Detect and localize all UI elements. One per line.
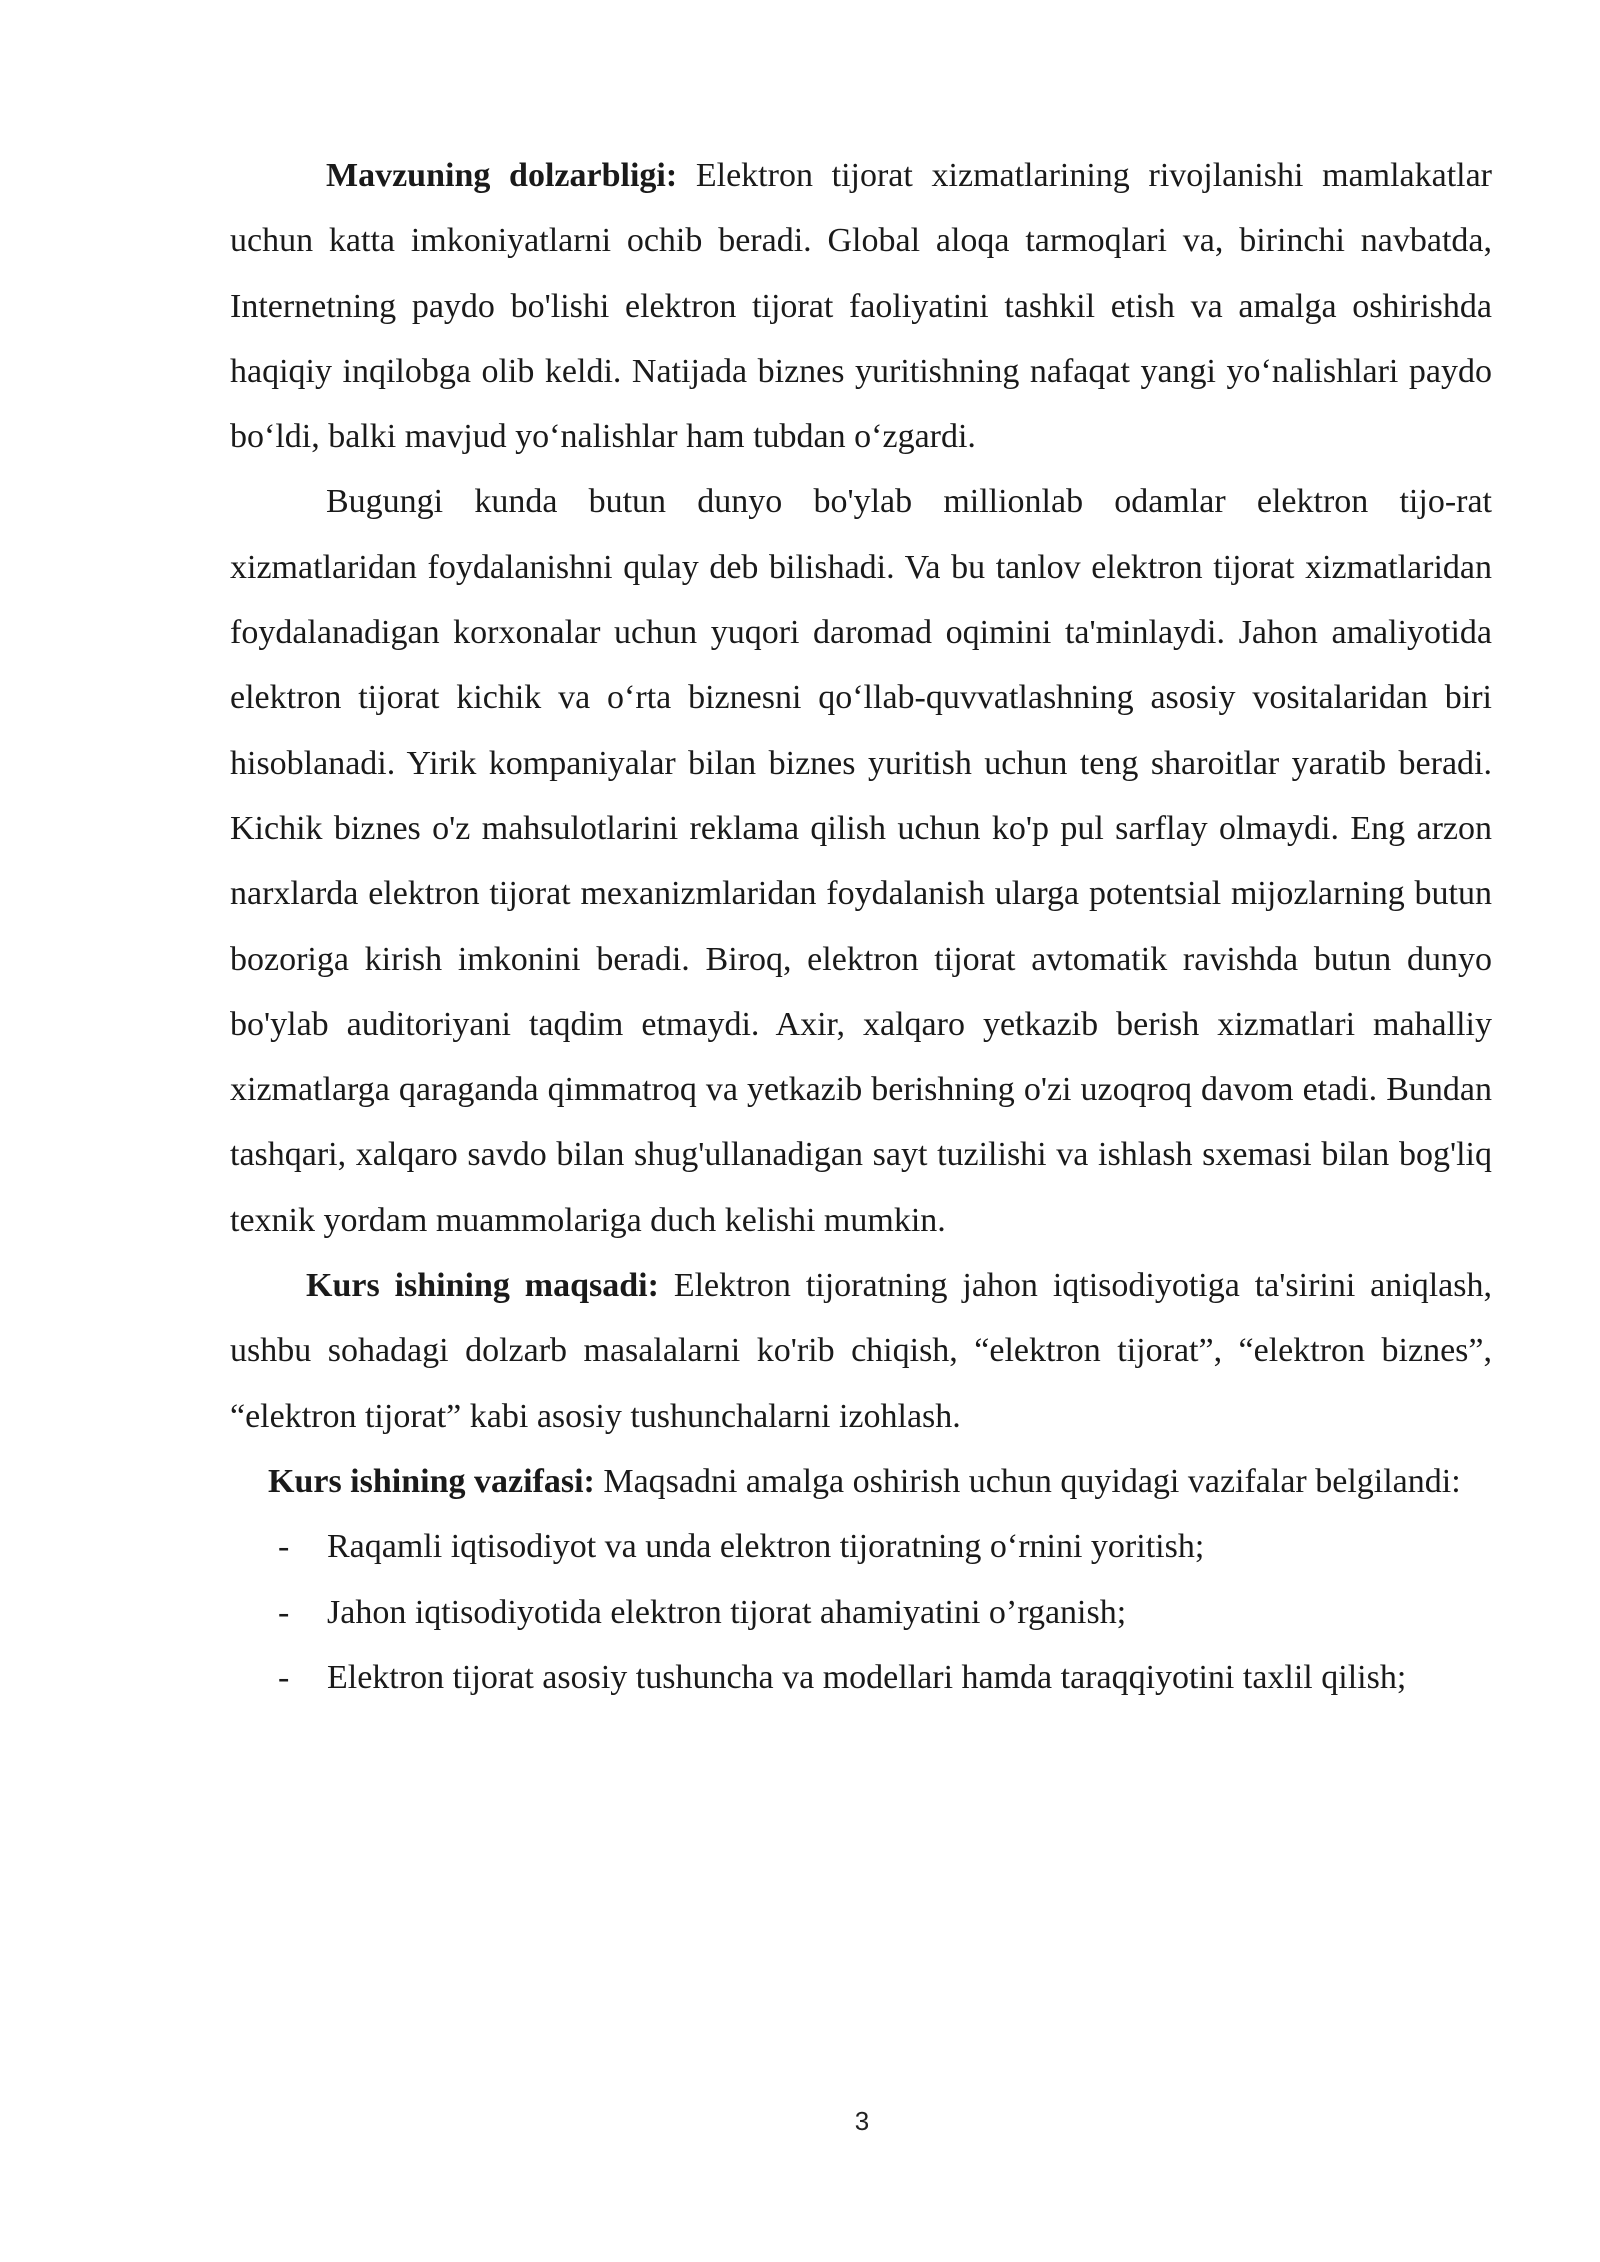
paragraph-lead: Mavzuning dolzarbligi: [326, 157, 678, 194]
list-item [230, 1514, 1492, 1579]
paragraph-text: Bugungi kunda butun dunyo bo'ylab millionlab odamlar elektron tijo-rat xizmatlaridan foydalanishni qulay deb bilishadi. Va bu tanlov elektron tijorat xizmatlaridan foydalanadigan korxonalar uchun yuqori daromad oqimini ta'minlaydi. Jahon amaliyotida elektron tijorat kichik va o‘rta biznesni qo‘llab-quvvatlashning asosiy vositalaridan biri hisoblanadi. Yirik kompaniyalar bilan biznes yuritish uchun teng sharoitlar yaratib beradi. Kichik biznes o'z mahsulotlarini reklama qilish uchun ko'p pul sarflay olmaydi. Eng arzon narxlarda elektron tijorat mexanizmlaridan foydalanish ularga potentsial mijozlarning butun bozoriga kirish imkonini beradi. Biroq, elektron tijorat avtomatik ravishda butun dunyo bo'ylab auditoriyani taqdim etmaydi. Axir, xalqaro yetkazib berish xizmatlari mahalliy xizmatlarga qaraganda qimmatroq va yetkazib berishning o'zi uzoqroq davom etadi. Bundan tashqari, xalqaro savdo bilan shug'ullanadigan sayt tuzilishi va ishlash sxemasi bilan bog'liq texnik yordam muammolariga duch kelishi mumkin. [230, 483, 1492, 1239]
paragraph-text: Elektron tijoratning jahon iqtisodiyotiga ta'sirini aniqlash, ushbu sohadagi dolzarb masalalarni ko'rib chiqish, “elektron tijorat”, “elektron biznes”, “elektron tijorat” kabi asosiy tushunchalarni izohlash. [230, 1267, 1492, 1435]
list-item-text: Elektron tijorat asosiy tushuncha va modellari hamda taraqqiyotini taxlil qilish; [327, 1658, 1407, 1696]
dash-marker: - [278, 1658, 290, 1696]
task-list [230, 1514, 1492, 1710]
list-item [230, 1580, 1492, 1645]
document-body [230, 143, 1492, 1710]
page-number: 3 [854, 2106, 870, 2136]
paragraph-text: Elektron tijorat xizmatlarining rivojlanishi mamlakatlar uchun katta imkoniyatlarni ochib beradi. Global aloqa tarmoqlari va, birinchi navbatda, Internetning paydo bo'lishi elektron tijorat faoliyatini tashkil etish va amalga oshirishda haqiqiy inqilobga olib keldi. Natijada biznes yuritishning nafaqat yangi yo‘nalishlari paydo bo‘ldi, balki mavjud yo‘nalishlar ham tubdan o‘zgardi. [230, 157, 1492, 456]
paragraph-tasks [230, 1449, 1492, 1514]
dash-marker: - [278, 1528, 290, 1566]
paragraph-lead: Kurs ishining maqsadi: [306, 1267, 659, 1305]
list-item-text: Jahon iqtisodiyotida elektron tijorat ahamiyatini o’rganish; [327, 1593, 1127, 1631]
list-item [230, 1645, 1492, 1710]
dash-marker: - [278, 1593, 290, 1631]
paragraph-body [230, 469, 1492, 1253]
paragraph-goal [230, 1253, 1492, 1449]
paragraph-relevance [230, 143, 1492, 469]
paragraph-lead: Kurs ishining vazifasi: [268, 1462, 595, 1500]
list-item-text: Raqamli iqtisodiyot va unda elektron tijoratning o‘rnini yoritish; [327, 1528, 1205, 1566]
paragraph-text: Maqsadni amalga oshirish uchun quyidagi vazifalar belgilandi: [594, 1462, 1461, 1500]
